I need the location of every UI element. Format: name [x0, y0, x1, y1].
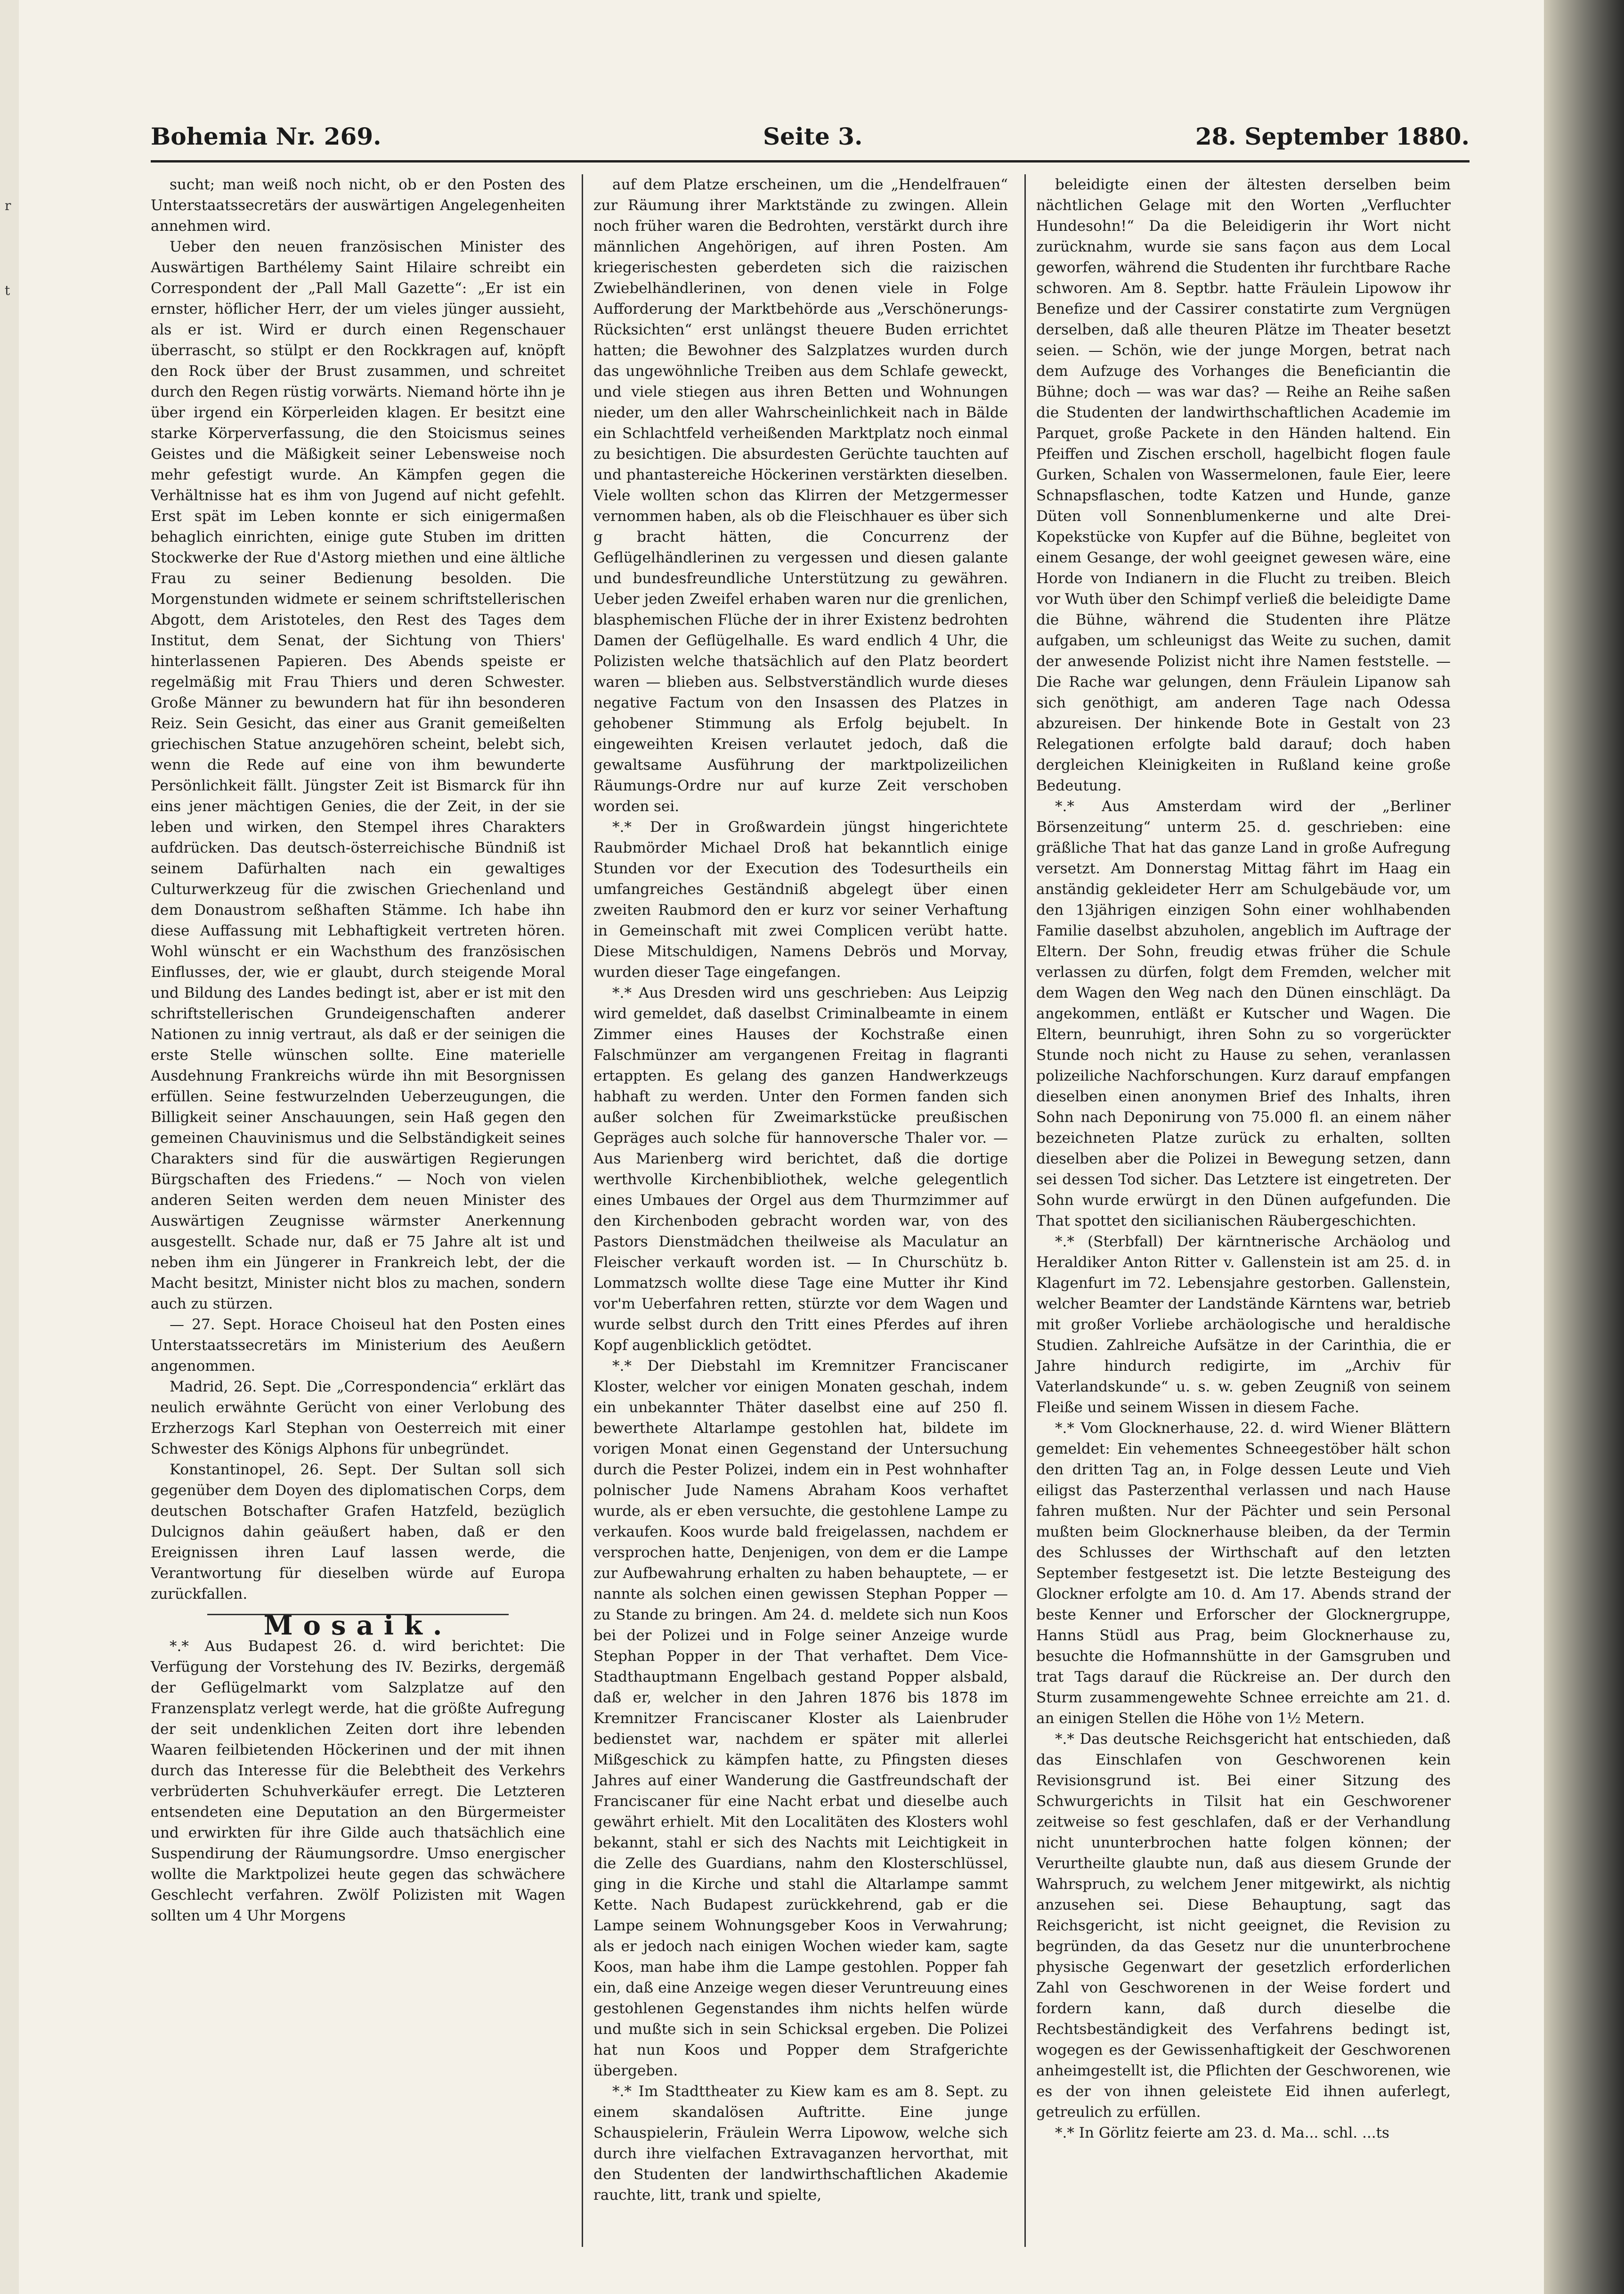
section-heading: Mosaik.	[263, 1610, 453, 1641]
article-paragraph: *.* Vom Glocknerhause, 22. d. wird Wiener Blättern gemeldet: Ein vehementes Schneegestöber hält schon den dritten Tag an, in Folge dessen Leute und Vieh eiligst das Pasterzenthal verlassen und nach Hause fahren mußten. Nur der Pächter und sein Personal mußten beim Glocknerhause bleiben, da der Termin des Schlusses der Wirthschaft auf den letzten September festgesetzt ist. Die letzte Besteigung des Glockner erfolgte am 10. d. Am 17. Abends strand der beste Kenner und Erforscher der Glocknergruppe, Hanns Stüdl aus Prag, beim Glocknerhause zu, besuchte die Hofmannshütte in der Gamsgruben und trat Tags darauf die Rückreise an. Der durch den Sturm zusammengewehte Schnee erreichte am 21. d. an einigen Stellen die Höhe von 1½ Metern.	[1036, 1420, 1451, 1727]
article-paragraph: *.* Der in Großwardein jüngst hingerichtete Raubmörder Michael Droß hat bekanntlich einige Stunden vor der Execution des Todesurtheils ein umfangreiches Geständniß abgelegt über einen zweiten Raubmord den er kurz vor seiner Verhaftung in Gemeinschaft mit zwei Complicen verübt hatte. Diese Mitschuldigen, Namens Debrös und Morvay, wurden dieser Tage eingefangen.	[593, 819, 1008, 981]
column-rule	[582, 174, 583, 2247]
article-paragraph: Ueber den neuen französischen Minister des Auswärtigen Barthélemy Saint Hilaire schreibt ein Correspondent der „Pall Mall Gazette“: „Er ist ein ernster, höflicher Herr, der um vieles jünger aussieht, als er ist. Wird er durch einen Regenschauer überrascht, so stülpt er den Rockkragen auf, knöpft den Rock über der Brust zusammen, und schreitet durch den Regen rüstig vorwärts. Niemand hörte ihn je über irgend ein Körperleiden klagen. Er besitzt eine starke Körperverfassung, die den Stoicismus seines Geistes und die Mäßigkeit seiner Lebensweise noch mehr gefestigt wurde. An Kämpfen gegen die Verhältnisse hat es ihm von Jugend auf nicht gefehlt. Erst spät im Leben konnte er sich einigermaßen behaglich einrichten, einige gute Stuben im dritten Stockwerke der Rue d'Astorg miethen und eine ältliche Frau zu seiner Bedienung besolden. Die Morgenstunden widmete er seinem schriftstellerischen Abgott, dem Aristoteles, den Rest des Tages dem Institut, dem Senat, der Sichtung von Thiers' hinterlassenen Papieren. Des Abends speiste er regelmäßig mit Frau Thiers und deren Schwester. Große Männer zu bewundern hat für ihn besonderen Reiz. Sein Gesicht, das einer aus Granit gemeißelten griechischen Statue anzugehören scheint, belebt sich, wenn die Rede auf eine von ihm bewunderte Persönlichkeit fällt. Jüngster Zeit ist Bismarck für ihn eins jener mächtigen Genies, die der Zeit, in der sie leben und wirken, den Stempel ihres Charakters aufdrücken. Das deutsch-österreichische Bündniß ist seinem Dafürhalten nach ein gewaltiges Culturwerkzeug für die zwischen Griechenland und dem Donaustrom seßhaften Stämme. Ich habe ihn diese Auffassung mit Lebhaftigkeit vertreten hören. Wohl wünscht er ein Wachsthum des französischen Einflusses, der, wie er glaubt, durch steigende Moral und Bildung des Landes bedingt ist, aber er ist mit den schriftstellerischen Grundeigenschaften anderer Nationen zu innig vertraut, als daß er der seinigen die erste Stelle wünschen sollte. Eine materielle Ausdehnung Frankreichs würde ihn mit Besorgnissen erfüllen. Seine festwurzelnden Ueberzeugungen, die Billigkeit seiner Anschauungen, sein Haß gegen den gemeinen Chauvinismus und die Selbständigkeit seines Charakters sind für die auswärtigen Regierungen Bürgschaften des Friedens.“ — Noch von vielen anderen Seiten werden dem neuen Minister des Auswärtigen Zeugnisse wärmster Anerkennung ausgestellt. Schade nur, daß er 75 Jahre alt ist und neben ihm ein Jüngerer in Frankreich lebt, der die Macht besitzt, Minister nicht blos zu machen, sondern auch zu stürzen.	[151, 238, 565, 1312]
article-paragraph: Madrid, 26. Sept. Die „Correspondencia“ erklärt das neulich erwähnte Gerücht von einer Verlobung des Erzherzogs Karl Stephan von Oesterreich mit einer Schwester des Königs Alphons für unbegründet.	[151, 1378, 565, 1457]
header-page-number: Seite 3.	[763, 122, 863, 150]
column-1	[151, 174, 565, 1926]
page-header	[151, 122, 1470, 155]
newspaper-page	[132, 113, 1479, 2270]
header-title: Bohemia Nr. 269.	[151, 122, 382, 150]
header-rule	[151, 160, 1470, 163]
column-rule	[1024, 174, 1026, 2247]
article-paragraph: *.* Im Stadttheater zu Kiew kam es am 8. Sept. zu einem skandalösen Auftritte. Eine junge Schauspielerin, Fräulein Werra Lipowow, welche sich durch ihre vielfachen Extravaganzen hervorthat, mit den Studenten der landwirthschaftlichen Akademie rauchte, litt, trank und spielte,	[593, 2083, 1008, 2204]
margin-mark: t	[5, 283, 10, 298]
article-paragraph: *.* Das deutsche Reichsgericht hat entschieden, daß das Einschlafen von Geschworenen kein Revisionsgrund ist. Bei einer Sitzung des Schwurgerichts in Tilsit hat ein Geschworener zeitweise so fest geschlafen, daß er der Verhandlung nicht ununterbrochen hatte folgen können; der Verurtheilte glaubte nun, daß aus diesem Grunde der Wahrspruch, zu welchem Jener mitgewirkt, als nichtig anzusehen sei. Diese Behauptung, sagt das Reichsgericht, ist nicht geeignet, die Revision zu begründen, da das Gesetz nur die ununterbrochene physische Gegenwart der gesetzlich erforderlichen Zahl von Geschworenen in der Weise fordert und fordern kann, daß durch dieselbe die Rechtsbeständigkeit des Verfahrens bedingt ist, wogegen es der Gewissenhaftigkeit der Geschworenen anheimgestellt ist, die Pflichten der Geschworenen, wie es der von ihnen geleistete Eid ihnen auferlegt, getreulich zu erfüllen.	[1036, 1731, 1451, 2121]
article-paragraph: *.* Der Diebstahl im Kremnitzer Franciscaner Kloster, welcher vor einigen Monaten geschah, indem ein unbekannter Thäter daselbst eine auf 250 fl. bewerthete Altarlampe gestohlen hat, bildete im vorigen Monat einen Gegenstand der Untersuchung durch die Pester Polizei, indem ein in Pest wohnhafter polnischer Jude Namens Abraham Koos verhaftet wurde, als er eben versuchte, die gestohlene Lampe zu verkaufen. Koos wurde bald freigelassen, nachdem er versprochen hatte, Denjenigen, von dem er die Lampe zur Aufbewahrung erhalten zu haben behauptete, — er nannte als solchen einen gewissen Stephan Popper — zu Stande zu bringen. Am 24. d. meldete sich nun Koos bei der Polizei und in Folge seiner Anzeige wurde Stephan Popper in der That verhaftet. Dem Vice-Stadthauptmann Engelbach gestand Popper alsbald, daß er, welcher in den Jahren 1876 bis 1878 im Kremnitzer Franciscaner Kloster als Laienbruder bedienstet war, nachdem er später mit allerlei Mißgeschick zu kämpfen hatte, zu Pfingsten dieses Jahres auf einer Wanderung die Gastfreundschaft der Franciscaner für eine Nacht erbat und dieselbe auch gewährt erhielt. Mit den Localitäten des Klosters wohl bekannt, stahl er sich des Nachts mit Leichtigkeit in die Zelle des Guardians, nahm den Klosterschlüssel, ging in die Kirche und stahl die Altarlampe sammt Kette. Nach Budapest zurückkehrend, gab er die Lampe seinem Wohnungsgeber Koos in Verwahrung; als er jedoch nach einigen Wochen wieder kam, sagte Koos, man habe ihm die Lampe gestohlen. Popper fah ein, daß eine Anzeige wegen dieser Veruntreuung eines gestohlenen Gegenstandes ihm nichts helfen würde und mußte sich in sein Schicksal ergeben. Die Polizei hat nun Koos und Popper dem Strafgerichte übergeben.	[593, 1358, 1008, 2079]
article-paragraph: — 27. Sept. Horace Choiseul hat den Posten eines Unterstaatssecretärs im Ministerium des Aeußern angenommen.	[151, 1316, 565, 1375]
article-paragraph: auf dem Platze erscheinen, um die „Hendelfrauen“ zur Räumung ihrer Marktstände zu zwingen. Allein noch früher waren die Bedrohten, verstärkt durch ihre männlichen Angehörigen, auf ihren Posten. Am kriegerischesten geberdeten sich die raizischen Zwiebelhändlerinen, von denen viele in Folge Aufforderung der Marktbehörde aus „Verschönerungs-Rücksichten“ erst unlängst theuere Buden errichtet hatten; die Bewohner des Salzplatzes wurden durch das ungewöhnliche Treiben aus dem Schlafe geweckt, und viele stiegen aus ihren Betten und Wohnungen nieder, um den aller Wahrscheinlichkeit nach in Bälde ein Schlachtfeld verheißenden Marktplatz noch einmal zu besichtigen. Die absurdesten Gerüchte tauchten auf und phantastereiche Höckerinen verstärkten dieselben. Viele wollten schon das Klirren der Metzgermesser vernommen haben, als ob die Fleischhauer es über sich g bracht hätten, die Concurrenz der Geflügelhändlerinen zu vergessen und diesen galante und bundesfreundliche Unterstützung zu gewähren. Ueber jeden Zweifel erhaben waren nur die grenlichen, blasphemischen Flüche der in ihrer Existenz bedrohten Damen der Geflügelhalle. Es ward endlich 4 Uhr, die Polizisten welche thatsächlich auf den Platz beordert waren — blieben aus. Selbstverständlich wurde dieses negative Factum von den Insassen des Platzes in gehobener Stimmung als Erfolg bejubelt. In eingeweihten Kreisen verlautet jedoch, daß die gewaltsame Ausführung der marktpolizeilichen Räumungs-Ordre nur auf kurze Zeit verschoben worden sei.	[593, 176, 1008, 815]
column-2	[593, 174, 1008, 2205]
article-paragraph: beleidigte einen der ältesten derselben beim nächtlichen Gelage mit den Worten „Verfluchter Hundesohn!“ Da die Beleidigerin ihr Wort nicht zurücknahm, wurde sie sans façon aus dem Local geworfen, während die Studenten ihr furchtbare Rache schworen. Am 8. Septbr. hatte Fräulein Lipowow ihr Benefize und der Cassirer constatirte zum Vergnügen derselben, daß alle theuren Plätze im Theater besetzt seien. — Schön, wie der junge Morgen, betrat nach dem Aufzuge des Vorhanges die Beneficiantin die Bühne; doch — was war das? — Reihe an Reihe saßen die Studenten der landwirthschaftlichen Academie im Parquet, große Packete in den Händen haltend. Ein Pfeiffen und Zischen erscholl, hagelbicht flogen faule Gurken, Schalen von Wassermelonen, faule Eier, leere Schnapsflaschen, todte Katzen und Hunde, ganze Düten voll Sonnenblumenkerne und alte Drei-Kopekstücke von Kupfer auf die Bühne, begleitet von einem Gesange, der wohl geeignet gewesen wäre, eine Horde von Indianern in die Flucht zu treiben. Bleich vor Wuth über den Schimpf verließ die beleidigte Dame die Bühne, während die Studenten ihre Plätze aufgaben, um schleunigst das Weite zu suchen, damit der anwesende Polizist nicht ihre Namen feststelle. — Die Rache war gelungen, denn Fräulein Lipanow sah sich genöthigt, am anderen Tage nach Odessa abzureisen. Der hinkende Bote in Gestalt von 23 Relegationen erfolgte bald darauf; doch haben dergleichen Kleinigkeiten in Rußland keine große Bedeutung.	[1036, 176, 1451, 794]
article-paragraph: *.* Aus Dresden wird uns geschrieben: Aus Leipzig wird gemeldet, daß daselbst Criminalbeamte in einem Zimmer eines Hauses der Kochstraße einen Falschmünzer am vergangenen Freitag in flagranti ertappten. Es gelang des ganzen Handwerkzeugs habhaft zu werden. Unter den Formen fanden sich außer solchen für Zweimarkstücke preußischen Gepräges auch solche für hannoversche Thaler vor. — Aus Marienberg wird berichtet, daß die dortige werthvolle Kirchenbibliothek, welche gelegentlich eines Umbaues der Orgel aus dem Thurmzimmer auf den Kirchenboden gebracht worden war, von des Pastors Dienstmädchen theilweise als Maculatur an Fleischer verkauft worden ist. — In Churschütz b. Lommatzsch wollte diese Tage eine Mutter ihr Kind vor'm Ueberfahren retten, stürzte vor dem Wagen und wurde selbst durch den Tritt eines Pferdes auf ihren Kopf augenblicklich getödtet.	[593, 984, 1008, 1354]
scan-edge-left	[0, 0, 19, 2294]
article-paragraph: *.* (Sterbfall) Der kärntnerische Archäolog und Heraldiker Anton Ritter v. Gallenstein ist am 25. d. in Klagenfurt im 72. Lebensjahre gestorben. Gallenstein, welcher Beamter der Landstände Kärntens war, betrieb mit großer Vorliebe archäologische und heraldische Studien. Zahlreiche Aufsätze in der Carinthia, die er Jahre hindurch redigirte, im „Archiv für Vaterlandskunde“ u. s. w. geben Zeugniß von seinem Fleiße und seinem Wissen in diesem Fache.	[1036, 1233, 1451, 1416]
header-date: 28. September 1880.	[1195, 122, 1470, 150]
article-paragraph: *.* In Görlitz feierte am 23. d. Ma... schl. ...ts	[1055, 2124, 1389, 2141]
article-paragraph: *.* Aus Budapest 26. d. wird berichtet: Die Verfügung der Vorstehung des IV. Bezirks, dergemäß der Geflügelmarkt vom Salzplatze auf den Franzensplatz verlegt werde, hat die größte Aufregung der seit undenklichen Zeiten dort ihre lebenden Waaren feilbietenden Höckerinen und der mit ihnen durch das Interesse für die Belebtheit des Verkehrs verbrüderten Schuhverkäufer erregt. Die Letzteren entsendeten eine Deputation an den Bürgermeister und erwirkten für ihre Gilde auch thatsächlich eine Suspendirung der Räumungsordre. Umso energischer wollte die Marktpolizei heute gegen das schwächere Geschlecht verfahren. Zwölf Polizisten mit Wagen sollten um 4 Uhr Morgens	[151, 1638, 565, 1924]
column-3	[1036, 174, 1451, 2143]
article-paragraph: *.* Aus Amsterdam wird der „Berliner Börsenzeitung“ unterm 25. d. geschrieben: eine gräßliche That hat das ganze Land in große Aufregung versetzt. Am Donnerstag Mittag fährt im Haag ein anständig gekleideter Herr am Schulgebäude vor, um den 13jährigen einzigen Sohn einer wohlhabenden Familie daselbst abzuholen, angeblich im Auftrage der Eltern. Der Sohn, freudig etwas früher die Schule verlassen zu dürfen, folgt dem Fremden, welcher mit dem Wagen den Weg nach den Dünen einschlägt. Da angekommen, entläßt er Kutscher und Wagen. Die Eltern, beunruhigt, ihren Sohn zu so vorgerückter Stunde noch nicht zu Hause zu sehen, veranlassen polizeiliche Nachforschungen. Kurz darauf empfangen dieselben einen anonymen Brief des Inhalts, ihren Sohn nach Deponirung von 75.000 fl. an einem näher bezeichneten Platze zurück zu erhalten, sollten dieselben aber die Polizei in Bewegung setzen, dann sei dessen Tod sicher. Das Letztere ist eingetreten. Der Sohn wurde erwürgt in den Dünen aufgefunden. Die That spottet den sicilianischen Räubergeschichten.	[1036, 798, 1451, 1229]
article-paragraph: sucht; man weiß noch nicht, ob er den Posten des Unterstaatssecretärs der auswärtigen Angelegenheiten annehmen wird.	[151, 176, 565, 235]
article-paragraph: Konstantinopel, 26. Sept. Der Sultan soll sich gegenüber dem Doyen des diplomatischen Corps, dem deutschen Botschafter Grafen Hatzfeld, bezüglich Dulcignos dahin geäußert haben, daß er den Ereignissen ihren Lauf lassen werde, die Verantwortung für dieselben würde auf Europa zurückfallen.	[151, 1461, 565, 1603]
scan-edge-right	[1544, 0, 1624, 2294]
margin-mark: r	[5, 198, 11, 213]
